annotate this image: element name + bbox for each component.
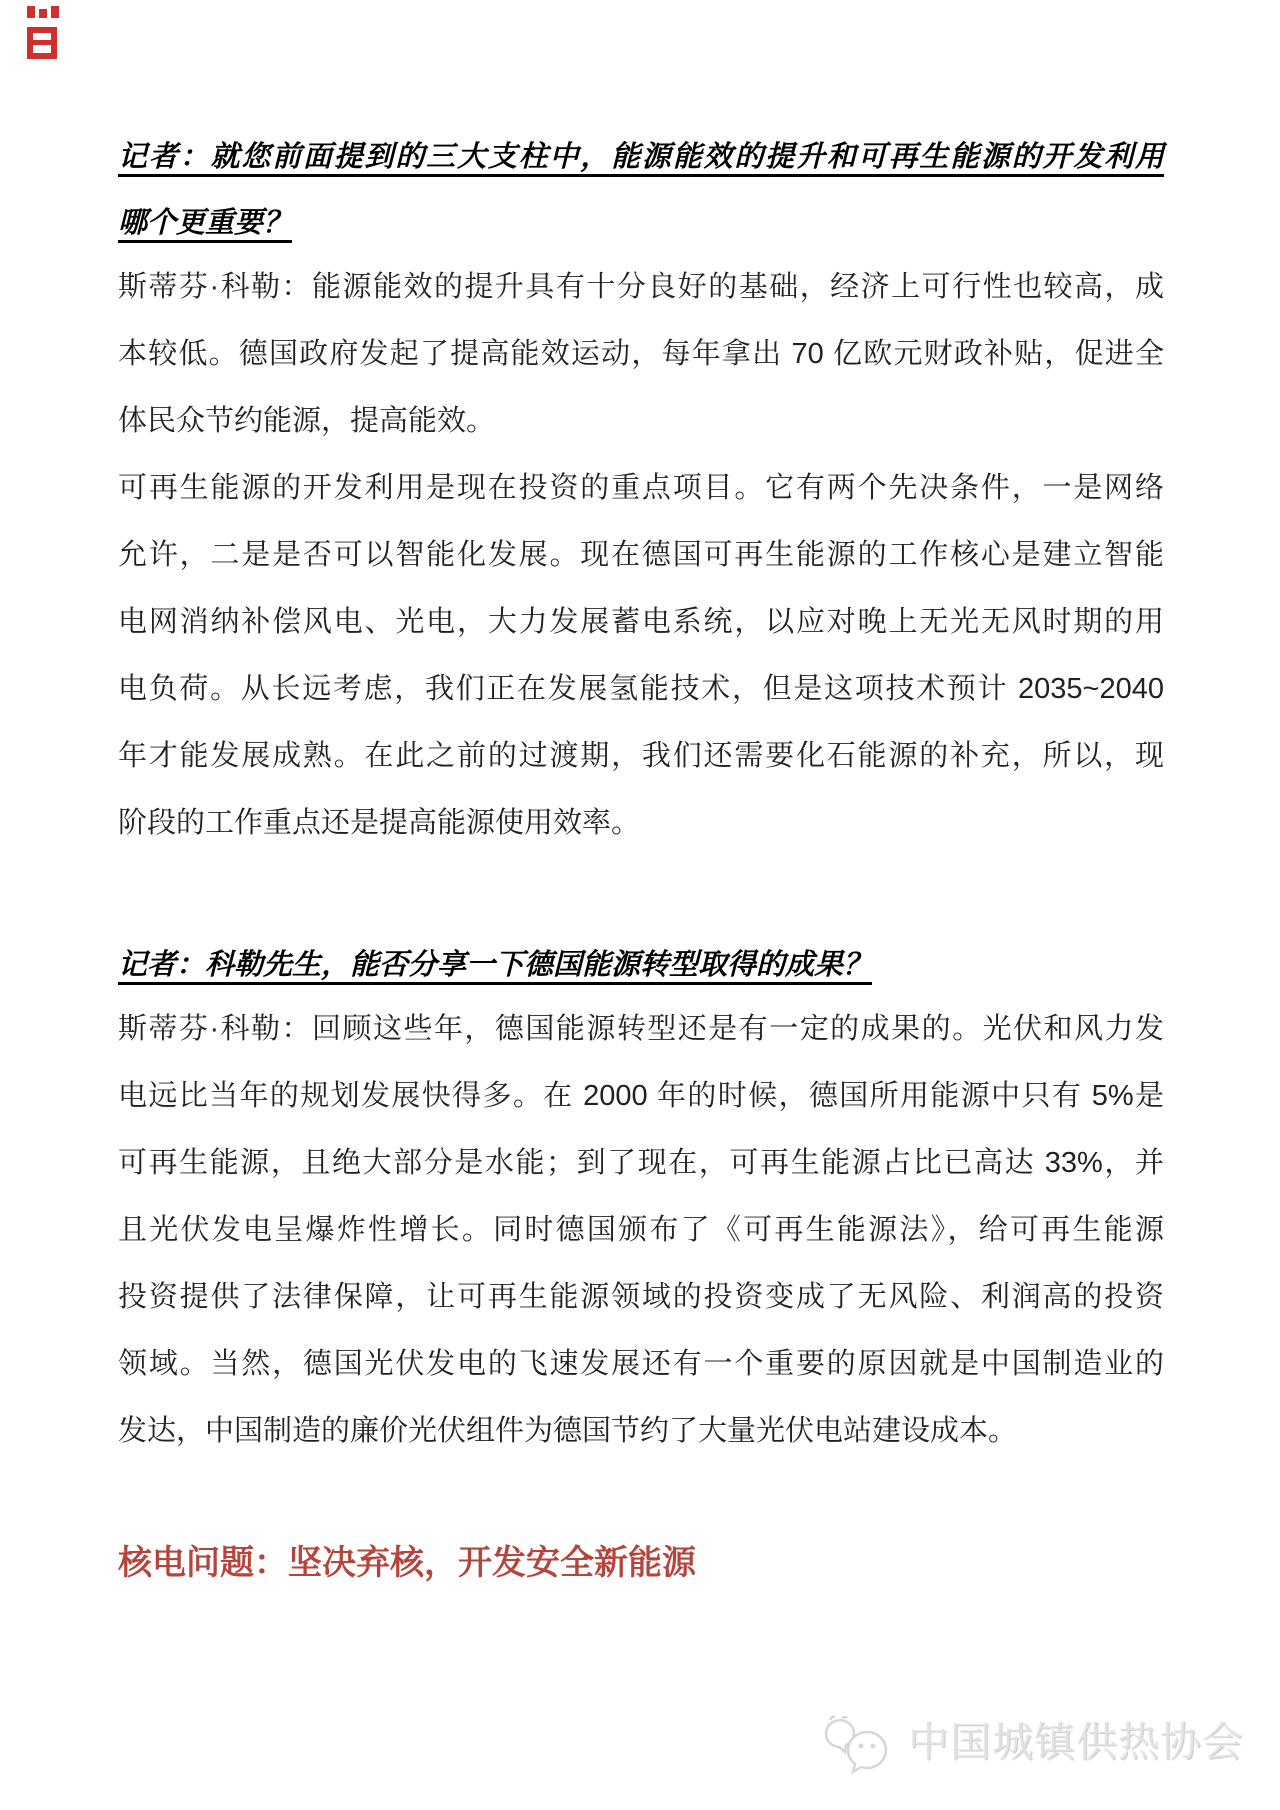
answer-2-line: 投资提供了法律保障，让可再生能源领域的投资变成了无风险、利润高的投资 — [118, 1281, 1164, 1313]
red-fragment-stroke — [27, 6, 35, 18]
answer-2-line: 且光伏发电呈爆炸性增长。同时德国颁布了《可再生能源法》，给可再生能源 — [118, 1214, 1164, 1246]
question-1-line-1: 记者：就您前面提到的三大支柱中，能源能效的提升和可再生能源的开发利用 — [118, 141, 1164, 173]
answer-2-line: 电远比当年的规划发展快得多。在 2000 年的时候，德国所用能源中只有 5%是 — [118, 1080, 1164, 1112]
red-fragment-stroke — [51, 6, 59, 18]
red-fragment-stroke — [33, 40, 51, 45]
footer-brand-text: 中国城镇供热协会 — [908, 1719, 1244, 1765]
answer-1-line: 可再生能源的开发利用是现在投资的重点项目。它有两个先决条件，一是网络 — [118, 472, 1164, 504]
interview-question-2 — [118, 932, 1164, 998]
answer-1-line: 阶段的工作重点还是提高能源使用效率。 — [118, 807, 641, 839]
section-heading-nuclear: 核电问题：坚决弃核，开发安全新能源 — [118, 1544, 696, 1582]
red-corner-fragment-icon — [27, 27, 57, 59]
interview-question-1 — [118, 124, 1164, 256]
question-2-line: 记者：科勒先生，能否分享一下德国能源转型取得的成果？ — [118, 949, 873, 981]
answer-2-line: 可再生能源，且绝大部分是水能；到了现在，可再生能源占比已高达 33%，并 — [118, 1147, 1164, 1179]
red-corner-fragment-icon — [27, 4, 59, 18]
wechat-chat-bubbles-icon — [818, 1714, 898, 1781]
answer-1-line: 本较低。德国政府发起了提高能效运动，每年拿出 70 亿欧元财政补贴，促进全 — [118, 338, 1164, 370]
question-1-line-2: 哪个更重要？ — [118, 207, 293, 239]
answer-1-line: 斯蒂芬·科勒：能源能效的提升具有十分良好的基础，经济上可行性也较高，成 — [118, 271, 1164, 303]
answer-1-line: 电负荷。从长远考虑，我们正在发展氢能技术，但是这项技术预计 2035~2040 — [118, 673, 1164, 705]
answer-2-line: 发达，中国制造的廉价光伏组件为德国节约了大量光伏电站建设成本。 — [118, 1415, 1018, 1447]
interview-answer-2 — [118, 996, 1164, 1465]
interview-answer-1 — [118, 254, 1164, 857]
answer-2-line: 领域。当然，德国光伏发电的飞速发展还有一个重要的原因就是中国制造业的 — [118, 1348, 1164, 1380]
answer-1-line: 年才能发展成熟。在此之前的过渡期，我们还需要化石能源的补充，所以，现 — [118, 740, 1164, 772]
footer-watermark — [818, 1714, 1244, 1781]
answer-2-line: 斯蒂芬·科勒：回顾这些年，德国能源转型还是有一定的成果的。光伏和风力发 — [118, 1013, 1164, 1045]
answer-1-line: 电网消纳补偿风电、光电，大力发展蓄电系统，以应对晚上无光无风时期的用 — [118, 606, 1164, 638]
answer-1-line: 允许，二是是否可以智能化发展。现在德国可再生能源的工作核心是建立智能 — [118, 539, 1164, 571]
red-fragment-stroke — [39, 9, 47, 18]
answer-1-line: 体民众节约能源，提高能效。 — [118, 405, 496, 437]
